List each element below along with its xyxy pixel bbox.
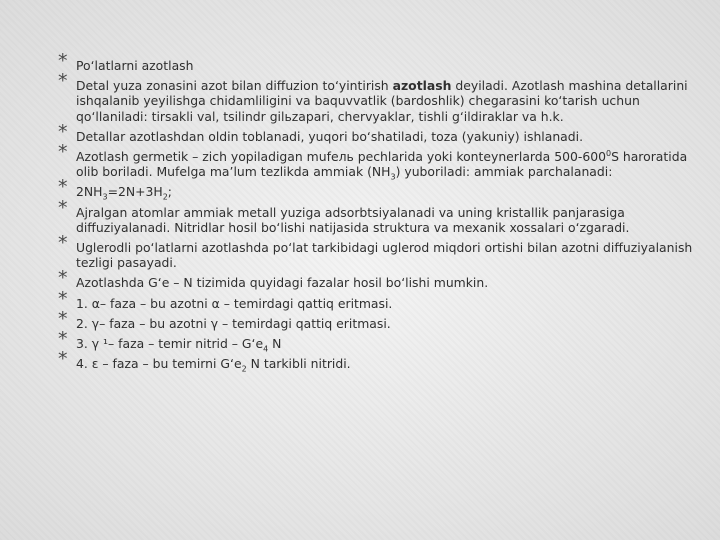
title-text: Po‘latlarni azotlash <box>76 58 194 73</box>
phase-3-text-pre: 3. γ ¹– faza – temir nitrid – G‘e <box>76 336 264 352</box>
definition-text-pre: Detal yuza zonasini azot bilan diffuzion to‘yintirish <box>76 78 393 94</box>
bullet-star-icon: * <box>58 120 68 143</box>
bullet-star-icon: * <box>58 50 68 72</box>
nh3-sub: 3 <box>390 172 396 182</box>
bullet-item-carbon <box>58 232 698 271</box>
bullet-star-icon: * <box>58 141 68 164</box>
bullet-star-icon: * <box>58 176 68 199</box>
bullet-item-adsorption <box>58 196 698 235</box>
formula-part: 2NH <box>76 184 103 200</box>
bullet-star-icon: * <box>58 328 68 351</box>
process-text-pre: Azotlash germetik – zich yopiladigan mufeль pechlarida yoki konteynerlarda 500-600 <box>76 149 606 165</box>
formula-sub: 2 <box>162 192 168 202</box>
phase-4-text-pre: 4. ε – faza – bu temirni G‘e <box>76 356 242 372</box>
bullet-list <box>58 50 698 376</box>
bullet-item-process <box>58 141 698 182</box>
bullet-item-preparation <box>58 120 698 144</box>
process-text-post: ) yuboriladi: ammiak parchalanadi: <box>395 164 613 180</box>
definition-term: azotlash <box>392 78 452 94</box>
formula-part: ; <box>167 184 172 200</box>
bullet-star-icon: * <box>58 267 68 290</box>
bullet-item-definition <box>58 70 698 124</box>
bullet-star-icon: * <box>58 287 68 310</box>
definition-text-post: deyiladi. Azotlash mashina detallarini ishqalanib yeyilishga chidamliligini va baquvvatlik (bardoshlik) chegarasini ko‘tarish uchun qo‘llaniladi: tirsakli val, tsilindr gilьzapari, chervyaklar, tishli g‘ildiraklar va h.k. <box>76 78 688 124</box>
adsorption-text: Ajralgan atomlar ammiak metall yuziga adsorbtsiyalanadi va uning kristallik panjarasiga diffuziyalanadi. Nitridlar hosil bo‘lishi natijasida struktura va mexanik xossalari o‘zgaradi. <box>76 204 630 235</box>
phase-2-text: 2. γ– faza – bu azotni γ – temirdagi qattiq eritmasi. <box>76 315 391 331</box>
phase-1-text: 1. α– faza – bu azotni α – temirdagi qattiq eritmasi. <box>76 295 393 311</box>
bullet-item-phase-1 <box>58 287 698 311</box>
bullet-item-phases-intro <box>58 267 698 291</box>
formula-sub: 3 <box>102 192 108 202</box>
carbon-text: Uglerodli po‘latlarni azotlashda po‘lat tarkibidagi uglerod miqdori ortishi bilan azotni diffuziyalanish tezligi pasayadi. <box>76 240 693 271</box>
bullet-item-title <box>58 50 698 73</box>
bullet-star-icon: * <box>58 232 68 255</box>
phase-4-text-post: N tarkibli nitridi. <box>246 356 351 372</box>
phase-4-sub: 2 <box>241 364 247 374</box>
phases-intro-text: Azotlashda G‘e – N tizimida quyidagi fazalar hosil bo‘lishi mumkin. <box>76 275 489 291</box>
formula-part: =2N+3H <box>107 184 163 200</box>
phase-3-text-post: N <box>268 336 282 352</box>
bullet-item-phase-4 <box>58 348 698 374</box>
bullet-star-icon: * <box>58 348 68 371</box>
bullet-item-formula <box>58 176 698 202</box>
bullet-star-icon: * <box>58 70 68 93</box>
bullet-star-icon: * <box>58 196 68 219</box>
process-text-mid: S haroratida olib boriladi. Mufelga ma’lum tezlikda ammiak (NH <box>76 149 688 180</box>
bullet-star-icon: * <box>58 307 68 330</box>
phase-3-sub: 4 <box>263 344 269 354</box>
degree-sup: 0 <box>605 148 612 158</box>
preparation-text: Detallar azotlashdan oldin toblanadi, yuqori bo‘shatiladi, toza (yakuniy) ishlanadi. <box>76 128 584 144</box>
bullet-item-phase-2 <box>58 307 698 331</box>
bullet-item-phase-3 <box>58 328 698 354</box>
